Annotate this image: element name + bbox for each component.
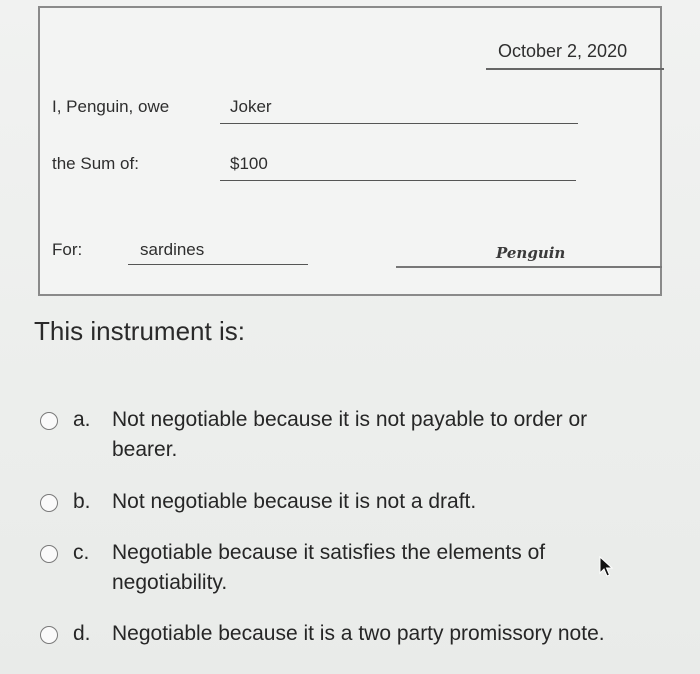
- option-text[interactable]: Negotiable because it is a two party promissory note.: [112, 622, 605, 645]
- signature: Penguin: [496, 244, 566, 262]
- mouse-pointer-icon: [598, 556, 614, 578]
- amount-underline: [220, 180, 576, 181]
- date-underline: [486, 68, 664, 70]
- option-letter: c.: [73, 541, 90, 564]
- for-underline: [128, 264, 308, 265]
- payee-underline: [220, 123, 578, 124]
- option-text[interactable]: Not negotiable because it is not payable to order or bearer.: [112, 408, 588, 461]
- option-letter: b.: [73, 490, 91, 513]
- signature-underline: [396, 266, 662, 268]
- question-prompt: This instrument is:: [34, 316, 245, 346]
- option-letter: a.: [73, 408, 91, 431]
- payee-name: Joker: [230, 97, 272, 116]
- owe-label: I, Penguin, owe: [52, 97, 170, 116]
- promissory-note: [38, 6, 662, 296]
- option-letter: d.: [73, 622, 91, 645]
- amount-value: $100: [230, 154, 268, 173]
- option-text[interactable]: Not negotiable because it is not a draft.: [112, 490, 477, 513]
- radio-button-icon[interactable]: [40, 545, 58, 563]
- radio-button-icon[interactable]: [40, 494, 58, 512]
- for-label: For:: [52, 240, 83, 259]
- note-date: October 2, 2020: [498, 41, 628, 61]
- radio-button-icon[interactable]: [40, 626, 58, 644]
- option-text[interactable]: Negotiable because it satisfies the elements of negotiability.: [112, 541, 546, 594]
- sum-label: the Sum of:: [52, 154, 139, 173]
- radio-button-icon[interactable]: [40, 412, 58, 430]
- for-value: sardines: [140, 240, 205, 259]
